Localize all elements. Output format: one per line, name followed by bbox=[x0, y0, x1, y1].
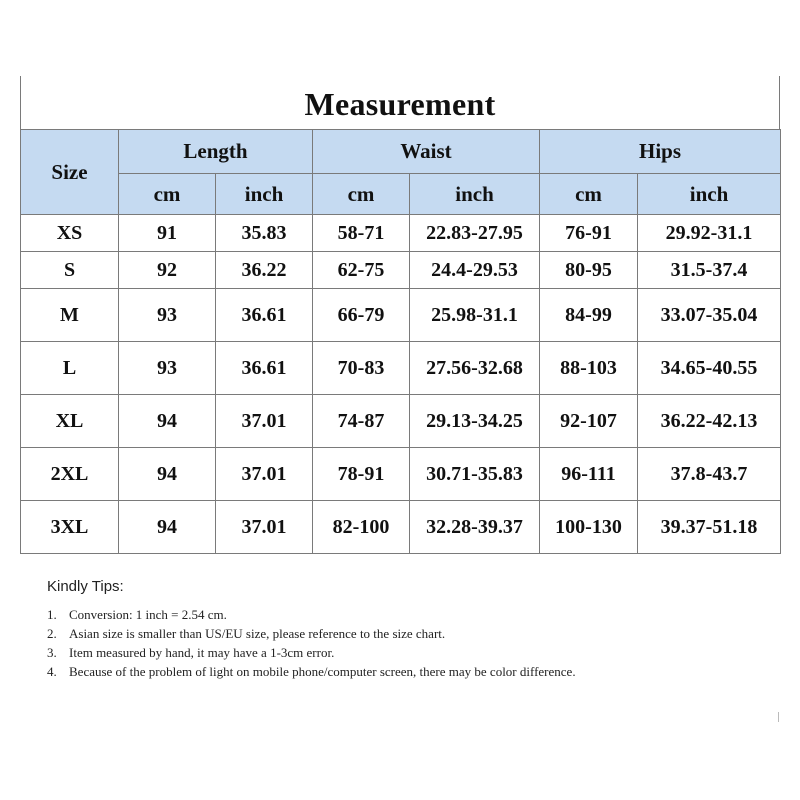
measure-cell: 36.61 bbox=[216, 289, 313, 342]
unit-header: inch bbox=[216, 174, 313, 215]
edge-mark bbox=[778, 712, 779, 722]
size-cell: 2XL bbox=[21, 448, 119, 501]
measure-cell: 58-71 bbox=[313, 215, 410, 252]
measure-cell: 94 bbox=[119, 501, 216, 554]
measure-cell: 66-79 bbox=[313, 289, 410, 342]
chart-title: Measurement bbox=[304, 86, 496, 122]
measure-cell: 82-100 bbox=[313, 501, 410, 554]
measure-cell: 94 bbox=[119, 448, 216, 501]
measure-cell: 25.98-31.1 bbox=[410, 289, 540, 342]
measure-cell: 31.5-37.4 bbox=[638, 252, 781, 289]
tips-title: Kindly Tips: bbox=[47, 578, 124, 595]
measure-cell: 29.92-31.1 bbox=[638, 215, 781, 252]
tip-text: Asian size is smaller than US/EU size, please reference to the size chart. bbox=[69, 626, 446, 641]
measure-cell: 29.13-34.25 bbox=[410, 395, 540, 448]
unit-header: cm bbox=[540, 174, 638, 215]
measure-cell: 37.01 bbox=[216, 448, 313, 501]
tip-number: 1. bbox=[47, 607, 57, 622]
size-cell: L bbox=[21, 342, 119, 395]
measure-cell: 96-111 bbox=[540, 448, 638, 501]
table-row bbox=[21, 252, 781, 289]
size-chart bbox=[20, 76, 780, 554]
table-row bbox=[21, 395, 781, 448]
measurement-table bbox=[20, 129, 781, 554]
measure-cell: 92 bbox=[119, 252, 216, 289]
tip-text: Because of the problem of light on mobile phone/computer screen, there may be color difference. bbox=[69, 664, 576, 679]
measure-cell: 93 bbox=[119, 342, 216, 395]
measure-cell: 36.22-42.13 bbox=[638, 395, 781, 448]
measure-cell: 36.61 bbox=[216, 342, 313, 395]
measure-cell: 88-103 bbox=[540, 342, 638, 395]
measure-cell: 37.8-43.7 bbox=[638, 448, 781, 501]
measure-cell: 76-91 bbox=[540, 215, 638, 252]
table-row bbox=[21, 289, 781, 342]
measure-cell: 93 bbox=[119, 289, 216, 342]
measure-cell: 32.28-39.37 bbox=[410, 501, 540, 554]
measure-cell: 24.4-29.53 bbox=[410, 252, 540, 289]
tip-text: Item measured by hand, it may have a 1-3cm error. bbox=[69, 645, 335, 660]
tip-text: Conversion: 1 inch = 2.54 cm. bbox=[69, 607, 227, 622]
measure-cell: 39.37-51.18 bbox=[638, 501, 781, 554]
tip-number: 2. bbox=[47, 626, 57, 641]
measure-cell: 80-95 bbox=[540, 252, 638, 289]
table-row bbox=[21, 215, 781, 252]
measure-cell: 91 bbox=[119, 215, 216, 252]
hips-header: Hips bbox=[540, 130, 781, 174]
measure-cell: 30.71-35.83 bbox=[410, 448, 540, 501]
measure-cell: 35.83 bbox=[216, 215, 313, 252]
table-row bbox=[21, 342, 781, 395]
measure-cell: 94 bbox=[119, 395, 216, 448]
measure-cell: 34.65-40.55 bbox=[638, 342, 781, 395]
measure-cell: 92-107 bbox=[540, 395, 638, 448]
size-cell: XL bbox=[21, 395, 119, 448]
measure-cell: 36.22 bbox=[216, 252, 313, 289]
tip-number: 4. bbox=[47, 664, 57, 679]
measure-cell: 37.01 bbox=[216, 395, 313, 448]
tip-number: 3. bbox=[47, 645, 57, 660]
tip-item bbox=[47, 643, 609, 662]
table-row bbox=[21, 448, 781, 501]
tip-item bbox=[47, 662, 609, 681]
measure-cell: 27.56-32.68 bbox=[410, 342, 540, 395]
tip-item bbox=[47, 624, 609, 643]
measure-cell: 78-91 bbox=[313, 448, 410, 501]
title-bar bbox=[20, 76, 780, 129]
size-cell: 3XL bbox=[21, 501, 119, 554]
measure-cell: 37.01 bbox=[216, 501, 313, 554]
size-cell: XS bbox=[21, 215, 119, 252]
table-body bbox=[21, 215, 781, 554]
unit-header: cm bbox=[119, 174, 216, 215]
unit-header: cm bbox=[313, 174, 410, 215]
tips-list bbox=[47, 605, 609, 681]
unit-header: inch bbox=[410, 174, 540, 215]
unit-header: inch bbox=[638, 174, 781, 215]
measure-cell: 84-99 bbox=[540, 289, 638, 342]
size-header: Size bbox=[21, 130, 119, 215]
kindly-tips bbox=[47, 578, 609, 681]
size-cell: M bbox=[21, 289, 119, 342]
measure-cell: 62-75 bbox=[313, 252, 410, 289]
measure-cell: 33.07-35.04 bbox=[638, 289, 781, 342]
measure-cell: 74-87 bbox=[313, 395, 410, 448]
waist-header: Waist bbox=[313, 130, 540, 174]
tip-item bbox=[47, 605, 609, 624]
length-header: Length bbox=[119, 130, 313, 174]
measure-cell: 100-130 bbox=[540, 501, 638, 554]
measure-cell: 22.83-27.95 bbox=[410, 215, 540, 252]
measure-cell: 70-83 bbox=[313, 342, 410, 395]
table-row bbox=[21, 501, 781, 554]
size-cell: S bbox=[21, 252, 119, 289]
